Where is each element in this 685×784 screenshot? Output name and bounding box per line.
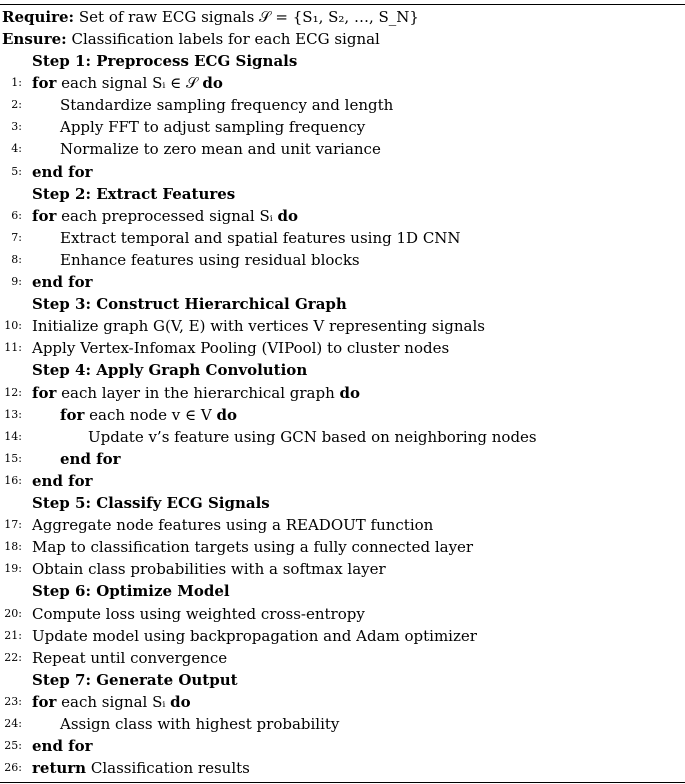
keyword: for <box>32 206 57 225</box>
step-title: Step 5: Classify ECG Signals <box>32 494 270 512</box>
statement-text: Repeat until convergence <box>32 648 228 667</box>
step-title: Step 4: Apply Graph Convolution <box>32 361 308 380</box>
statement-text: Enhance features using residual blocks <box>60 250 360 269</box>
algorithm-line <box>0 116 685 138</box>
statement-text: Update v’s feature using GCN based on neighboring nodes <box>88 427 537 446</box>
algorithm-line <box>0 448 685 470</box>
keyword: end for <box>32 737 93 756</box>
algorithm-line <box>0 161 685 183</box>
line-number: 1: <box>11 76 22 90</box>
algorithm-line <box>0 735 685 757</box>
line-number: 7: <box>11 230 22 244</box>
statement-text: Aggregate node features using a READOUT function <box>32 516 434 535</box>
step-heading <box>0 359 685 381</box>
algorithm-line <box>0 536 685 558</box>
line-number: 9: <box>11 275 22 288</box>
step-heading <box>0 293 685 315</box>
require-text: Set of raw ECG signals 𝒮 = {S₁, S₂, …, S_N} <box>78 8 419 26</box>
line-content <box>32 735 93 757</box>
algorithm-line <box>0 337 685 359</box>
line-number: 17: <box>4 518 22 532</box>
statement-text: Map to classification targets using a fully connected layer <box>32 538 474 557</box>
line-number: 3: <box>11 120 22 134</box>
algorithm-line <box>0 271 685 293</box>
line-content <box>32 603 365 625</box>
line-content <box>32 205 298 227</box>
keyword: return <box>32 759 87 778</box>
statement-text: Normalize to zero mean and unit variance <box>60 140 381 159</box>
keyword: for <box>32 383 57 402</box>
step-heading <box>0 669 685 691</box>
step-title: Step 2: Extract Features <box>32 184 236 203</box>
ensure-text: Classification labels for each ECG signal <box>71 30 380 48</box>
line-content <box>32 558 386 580</box>
statement-text: Obtain class probabilities with a softmax layer <box>32 560 386 579</box>
algorithm-line <box>0 558 685 580</box>
statement-text: Apply Vertex-Infomax Pooling (VIPool) to cluster nodes <box>32 339 450 358</box>
line-number: 10: <box>4 319 22 333</box>
step-title: Step 3: Construct Hierarchical Graph <box>32 295 347 314</box>
line-content <box>60 249 360 271</box>
algorithm-line <box>0 382 685 404</box>
algorithm-line <box>0 514 685 536</box>
require-line <box>0 6 685 28</box>
keyword: end for <box>32 273 93 291</box>
line-number: 2: <box>11 98 22 112</box>
line-content <box>60 404 237 426</box>
line-content <box>32 161 93 183</box>
line-content <box>32 691 191 713</box>
keyword: do <box>170 692 191 711</box>
line-content <box>32 382 360 404</box>
line-content <box>32 72 223 94</box>
line-content <box>32 337 449 359</box>
line-number: 11: <box>4 341 22 355</box>
line-content <box>32 625 477 647</box>
algorithm-line <box>0 404 685 426</box>
ensure-line <box>0 28 685 50</box>
keyword: do <box>277 206 299 225</box>
algorithm-line <box>0 647 685 669</box>
algorithm-line <box>0 625 685 647</box>
line-content <box>32 315 485 337</box>
algorithm-line <box>0 249 685 271</box>
line-content <box>32 271 93 293</box>
line-number: 15: <box>4 451 22 465</box>
bottom-rule <box>0 782 685 783</box>
line-content <box>60 94 393 116</box>
line-number: 26: <box>4 761 22 775</box>
require-keyword: Require: <box>2 8 75 26</box>
line-content <box>60 448 121 470</box>
algorithm-line <box>0 470 685 492</box>
ensure-keyword: Ensure: <box>2 30 67 48</box>
line-content <box>60 227 461 249</box>
statement-text: Compute loss using weighted cross-entropy <box>32 604 365 623</box>
statement-text: Assign class with highest probability <box>60 715 340 733</box>
line-content <box>60 138 381 160</box>
line-number: 23: <box>4 694 22 708</box>
keyword: do <box>202 74 223 93</box>
line-number: 19: <box>4 562 22 576</box>
algorithm-line <box>0 227 685 249</box>
line-number: 8: <box>11 252 22 266</box>
statement-text: Extract temporal and spatial features using 1D CNN <box>60 228 461 247</box>
line-content <box>88 426 537 448</box>
algorithm-line <box>0 315 685 337</box>
line-content <box>32 536 473 558</box>
line-content <box>60 713 339 735</box>
line-number: 4: <box>11 142 22 156</box>
algorithm-line <box>0 72 685 94</box>
line-number: 20: <box>4 606 22 620</box>
line-number: 5: <box>11 164 22 178</box>
line-number: 13: <box>4 407 22 421</box>
line-content <box>32 647 227 669</box>
keyword: end for <box>32 162 93 181</box>
line-number: 21: <box>4 628 22 642</box>
line-number: 24: <box>4 717 22 730</box>
statement-text: Standardize sampling frequency and length <box>60 96 394 115</box>
keyword: for <box>60 405 85 424</box>
keyword: for <box>32 692 57 711</box>
line-content <box>32 514 433 536</box>
statement-text: Apply FFT to adjust sampling frequency <box>60 118 366 137</box>
top-rule <box>0 4 685 5</box>
algorithm-line <box>0 691 685 713</box>
statement-text: each signal Sᵢ ∈ 𝒮 <box>61 74 198 93</box>
statement-text: each preprocessed signal Sᵢ <box>61 206 273 225</box>
line-number: 16: <box>4 473 22 487</box>
line-number: 6: <box>11 208 22 222</box>
algorithm-line <box>0 603 685 625</box>
step-title: Step 7: Generate Output <box>32 670 238 689</box>
step-heading <box>0 50 685 72</box>
statement-text: Initialize graph G(V, E) with vertices V representing signals <box>32 317 485 336</box>
statement-text: Update model using backpropagation and Adam optimizer <box>32 626 477 645</box>
keyword: end for <box>60 449 121 468</box>
keyword: do <box>216 405 237 424</box>
step-heading <box>0 492 685 514</box>
algorithm-line <box>0 757 685 779</box>
statement-text: each node v ∈ V <box>89 405 212 424</box>
step-title: Step 1: Preprocess ECG Signals <box>32 52 298 70</box>
keyword: for <box>32 74 57 93</box>
algorithm-line <box>0 138 685 160</box>
algorithm-line <box>0 94 685 116</box>
step-heading <box>0 183 685 205</box>
line-content <box>32 757 250 779</box>
step-heading <box>0 580 685 602</box>
statement-text: each signal Sᵢ <box>61 692 166 711</box>
algorithm-line <box>0 713 685 735</box>
line-number: 14: <box>4 429 22 443</box>
line-number: 18: <box>4 540 22 554</box>
algorithm-line <box>0 205 685 227</box>
line-number: 12: <box>4 385 22 399</box>
line-content <box>60 116 365 138</box>
line-content <box>32 470 93 492</box>
algorithm-line <box>0 426 685 448</box>
keyword: end for <box>32 471 93 490</box>
statement-text: Classification results <box>90 759 250 778</box>
line-number: 25: <box>4 739 22 753</box>
keyword: do <box>339 383 361 402</box>
step-title: Step 6: Optimize Model <box>32 582 230 601</box>
statement-text: each layer in the hierarchical graph <box>61 383 335 402</box>
line-number: 22: <box>4 650 22 664</box>
